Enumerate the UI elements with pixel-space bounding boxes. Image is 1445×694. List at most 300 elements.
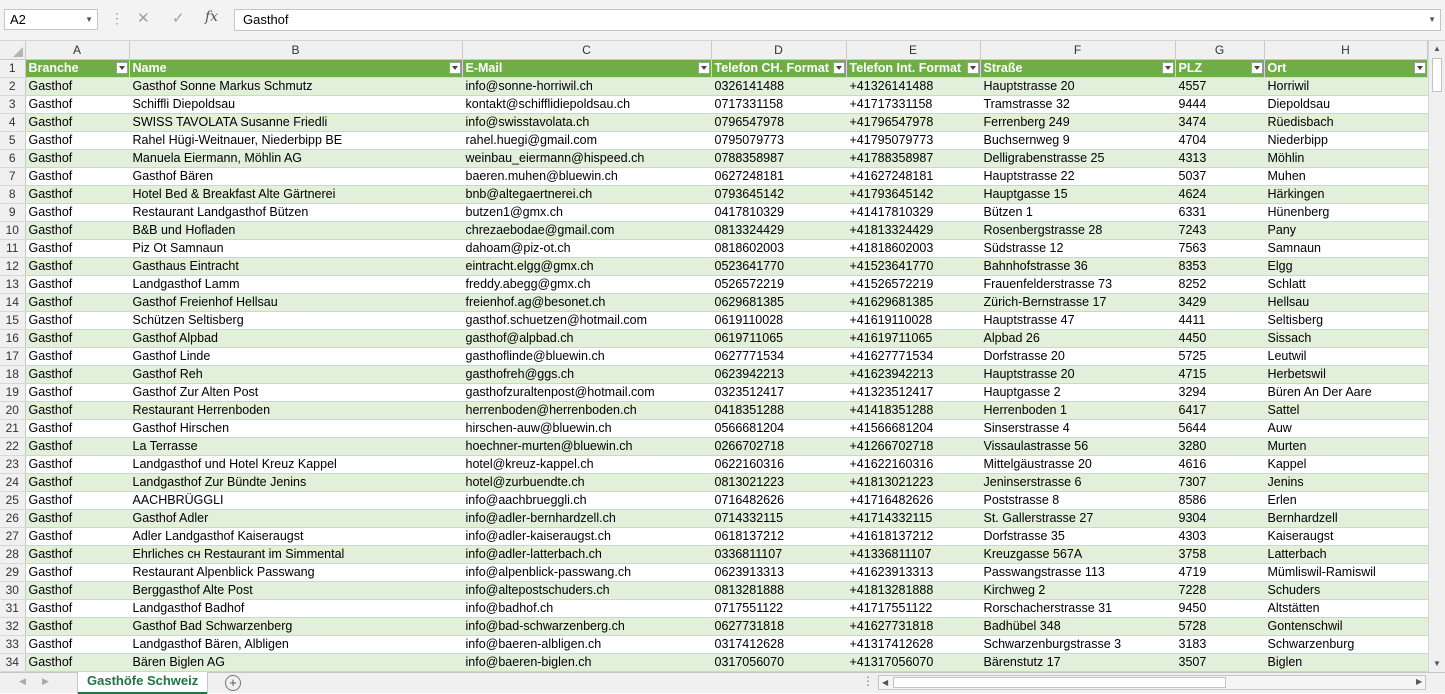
table-header-cell[interactable] — [129, 59, 462, 77]
table-cell[interactable]: 5728 — [1175, 617, 1264, 635]
table-cell[interactable]: 4313 — [1175, 149, 1264, 167]
row-header[interactable]: 8 — [0, 185, 25, 203]
table-cell[interactable]: +41323512417 — [846, 383, 980, 401]
tab-split-grip-icon[interactable]: ⋮ — [862, 674, 874, 688]
table-cell[interactable]: Leutwil — [1264, 347, 1427, 365]
table-cell[interactable]: SWISS TAVOLATA Susanne Friedli — [129, 113, 462, 131]
table-cell[interactable]: Gasthof — [25, 365, 129, 383]
row-header[interactable]: 29 — [0, 563, 25, 581]
table-cell[interactable]: Gasthof — [25, 239, 129, 257]
table-cell[interactable]: hotel@zurbuendte.ch — [462, 473, 711, 491]
table-cell[interactable]: info@baeren-biglen.ch — [462, 653, 711, 671]
table-header-cell[interactable] — [711, 59, 846, 77]
expand-formula-icon[interactable]: ▼ — [1428, 15, 1436, 24]
table-cell[interactable]: Bärenstutz 17 — [980, 653, 1175, 671]
table-cell[interactable]: 0619711065 — [711, 329, 846, 347]
table-cell[interactable]: B&B und Hofladen — [129, 221, 462, 239]
table-cell[interactable]: Gasthof — [25, 167, 129, 185]
table-cell[interactable]: Passwangstrasse 113 — [980, 563, 1175, 581]
table-header-cell[interactable] — [846, 59, 980, 77]
formula-bar-grip-icon[interactable]: ⋮ — [110, 10, 124, 26]
table-cell[interactable]: Alpbad 26 — [980, 329, 1175, 347]
table-cell[interactable]: Latterbach — [1264, 545, 1427, 563]
table-cell[interactable]: Gasthof — [25, 491, 129, 509]
table-cell[interactable]: 4719 — [1175, 563, 1264, 581]
table-cell[interactable]: 0627731818 — [711, 617, 846, 635]
column-header[interactable]: F — [980, 41, 1175, 59]
table-cell[interactable]: Frauenfelderstrasse 73 — [980, 275, 1175, 293]
table-cell[interactable]: info@bad-schwarzenberg.ch — [462, 617, 711, 635]
table-cell[interactable]: 3429 — [1175, 293, 1264, 311]
table-cell[interactable]: 4557 — [1175, 77, 1264, 95]
table-cell[interactable]: 0788358987 — [711, 149, 846, 167]
table-cell[interactable]: Gasthof Linde — [129, 347, 462, 365]
formula-input[interactable] — [234, 9, 1441, 31]
table-cell[interactable]: +41619711065 — [846, 329, 980, 347]
table-cell[interactable]: 0793645142 — [711, 185, 846, 203]
table-cell[interactable]: Biglen — [1264, 653, 1427, 671]
table-cell[interactable]: Pany — [1264, 221, 1427, 239]
table-cell[interactable]: 9444 — [1175, 95, 1264, 113]
table-cell[interactable]: Gasthof — [25, 185, 129, 203]
table-cell[interactable]: Jeninserstrasse 6 — [980, 473, 1175, 491]
column-header[interactable]: A — [25, 41, 129, 59]
table-cell[interactable]: 0619110028 — [711, 311, 846, 329]
row-header[interactable]: 31 — [0, 599, 25, 617]
table-cell[interactable]: 4303 — [1175, 527, 1264, 545]
table-cell[interactable]: Mümliswil-Ramiswil — [1264, 563, 1427, 581]
table-cell[interactable]: Schiffli Diepoldsau — [129, 95, 462, 113]
filter-dropdown-icon[interactable] — [1251, 62, 1263, 74]
filter-dropdown-icon[interactable] — [833, 62, 845, 74]
row-header[interactable]: 25 — [0, 491, 25, 509]
row-header[interactable]: 32 — [0, 617, 25, 635]
table-cell[interactable]: +41629681385 — [846, 293, 980, 311]
table-cell[interactable]: 0627248181 — [711, 167, 846, 185]
table-cell[interactable]: Sissach — [1264, 329, 1427, 347]
row-header[interactable]: 26 — [0, 509, 25, 527]
table-cell[interactable]: Schlatt — [1264, 275, 1427, 293]
row-header[interactable]: 18 — [0, 365, 25, 383]
table-cell[interactable]: Südstrasse 12 — [980, 239, 1175, 257]
table-cell[interactable]: gasthof.schuetzen@hotmail.com — [462, 311, 711, 329]
table-cell[interactable]: 0813324429 — [711, 221, 846, 239]
table-cell[interactable]: Gasthof — [25, 383, 129, 401]
table-cell[interactable]: Gasthof Alpbad — [129, 329, 462, 347]
table-cell[interactable]: +41418351288 — [846, 401, 980, 419]
table-cell[interactable]: 0717551122 — [711, 599, 846, 617]
table-cell[interactable]: freienhof.ag@besonet.ch — [462, 293, 711, 311]
table-cell[interactable]: 5644 — [1175, 419, 1264, 437]
table-cell[interactable]: Rorschacherstrasse 31 — [980, 599, 1175, 617]
table-cell[interactable]: hotel@kreuz-kappel.ch — [462, 455, 711, 473]
table-cell[interactable]: Restaurant Landgasthof Bützen — [129, 203, 462, 221]
table-cell[interactable]: Muhen — [1264, 167, 1427, 185]
table-cell[interactable]: Gasthof Bad Schwarzenberg — [129, 617, 462, 635]
filter-dropdown-icon[interactable] — [698, 62, 710, 74]
prev-sheet-icon[interactable]: ◀ — [19, 676, 26, 686]
table-cell[interactable]: Gasthof Zur Alten Post — [129, 383, 462, 401]
horizontal-scroll-thumb[interactable] — [893, 677, 1226, 688]
row-header[interactable]: 24 — [0, 473, 25, 491]
row-header[interactable]: 4 — [0, 113, 25, 131]
table-cell[interactable]: Hünenberg — [1264, 203, 1427, 221]
scroll-up-icon[interactable]: ▲ — [1433, 44, 1441, 53]
table-cell[interactable]: 0795079773 — [711, 131, 846, 149]
table-cell[interactable]: Altstätten — [1264, 599, 1427, 617]
table-cell[interactable]: Gasthof — [25, 131, 129, 149]
row-header[interactable]: 33 — [0, 635, 25, 653]
table-cell[interactable]: Bützen 1 — [980, 203, 1175, 221]
select-all-button[interactable] — [0, 41, 25, 59]
table-cell[interactable]: AACHBRÜGGLI — [129, 491, 462, 509]
table-cell[interactable]: Gasthof — [25, 275, 129, 293]
table-cell[interactable]: Gasthof — [25, 221, 129, 239]
column-header[interactable]: G — [1175, 41, 1264, 59]
table-cell[interactable]: 4616 — [1175, 455, 1264, 473]
table-cell[interactable]: bnb@altegaertnerei.ch — [462, 185, 711, 203]
table-cell[interactable]: +41717331158 — [846, 95, 980, 113]
column-header[interactable]: E — [846, 41, 980, 59]
vertical-scroll-thumb[interactable] — [1432, 58, 1442, 92]
table-header-cell[interactable] — [25, 59, 129, 77]
table-cell[interactable]: +41526572219 — [846, 275, 980, 293]
table-cell[interactable]: Murten — [1264, 437, 1427, 455]
table-cell[interactable]: Gasthof Bären — [129, 167, 462, 185]
table-cell[interactable]: 0326141488 — [711, 77, 846, 95]
table-cell[interactable]: Rahel Hügi-Weitnauer, Niederbipp BE — [129, 131, 462, 149]
table-header-cell[interactable] — [1175, 59, 1264, 77]
table-cell[interactable]: +41523641770 — [846, 257, 980, 275]
table-cell[interactable]: 7243 — [1175, 221, 1264, 239]
table-cell[interactable]: Gasthof — [25, 419, 129, 437]
table-cell[interactable]: Schwarzenburgstrasse 3 — [980, 635, 1175, 653]
table-cell[interactable]: 0266702718 — [711, 437, 846, 455]
table-cell[interactable]: La Terrasse — [129, 437, 462, 455]
table-cell[interactable]: Hauptstrasse 47 — [980, 311, 1175, 329]
table-cell[interactable]: +41623913313 — [846, 563, 980, 581]
table-cell[interactable]: 0566681204 — [711, 419, 846, 437]
table-cell[interactable]: Zürich-Bernstrasse 17 — [980, 293, 1175, 311]
table-cell[interactable]: Gasthof — [25, 437, 129, 455]
table-cell[interactable]: Härkingen — [1264, 185, 1427, 203]
table-cell[interactable]: Herbetswil — [1264, 365, 1427, 383]
next-sheet-icon[interactable]: ▶ — [42, 676, 49, 686]
table-cell[interactable]: Gasthof — [25, 455, 129, 473]
column-header[interactable]: C — [462, 41, 711, 59]
row-header[interactable]: 23 — [0, 455, 25, 473]
column-header[interactable]: D — [711, 41, 846, 59]
table-cell[interactable]: +41266702718 — [846, 437, 980, 455]
table-cell[interactable]: 4411 — [1175, 311, 1264, 329]
table-cell[interactable]: info@adler-bernhardzell.ch — [462, 509, 711, 527]
table-cell[interactable]: gasthofzuraltenpost@hotmail.com — [462, 383, 711, 401]
table-cell[interactable]: Gasthof — [25, 203, 129, 221]
column-header[interactable]: H — [1264, 41, 1427, 59]
filter-dropdown-icon[interactable] — [449, 62, 461, 74]
table-cell[interactable]: 0813021223 — [711, 473, 846, 491]
table-cell[interactable]: chrezaebodae@gmail.com — [462, 221, 711, 239]
table-cell[interactable]: 3183 — [1175, 635, 1264, 653]
table-cell[interactable]: info@badhof.ch — [462, 599, 711, 617]
table-cell[interactable]: Gasthof — [25, 293, 129, 311]
table-cell[interactable]: 6417 — [1175, 401, 1264, 419]
table-cell[interactable]: St. Gallerstrasse 27 — [980, 509, 1175, 527]
table-cell[interactable]: Herrenboden 1 — [980, 401, 1175, 419]
table-cell[interactable]: baeren.muhen@bluewin.ch — [462, 167, 711, 185]
table-cell[interactable]: info@sonne-horriwil.ch — [462, 77, 711, 95]
table-cell[interactable]: Samnaun — [1264, 239, 1427, 257]
table-cell[interactable]: 3280 — [1175, 437, 1264, 455]
row-header[interactable]: 13 — [0, 275, 25, 293]
table-cell[interactable]: eintracht.elgg@gmx.ch — [462, 257, 711, 275]
table-cell[interactable]: Bären Biglen AG — [129, 653, 462, 671]
table-cell[interactable]: Rosenbergstrasse 28 — [980, 221, 1175, 239]
table-cell[interactable]: Dorfstrasse 35 — [980, 527, 1175, 545]
table-cell[interactable]: 0418351288 — [711, 401, 846, 419]
table-cell[interactable]: gasthoflinde@bluewin.ch — [462, 347, 711, 365]
table-cell[interactable]: Bernhardzell — [1264, 509, 1427, 527]
table-cell[interactable]: Gasthof — [25, 257, 129, 275]
table-cell[interactable]: Hauptgasse 2 — [980, 383, 1175, 401]
row-header[interactable]: 22 — [0, 437, 25, 455]
table-cell[interactable]: +41714332115 — [846, 509, 980, 527]
table-header-cell[interactable] — [980, 59, 1175, 77]
filter-dropdown-icon[interactable] — [1162, 62, 1174, 74]
table-cell[interactable]: Gasthof — [25, 617, 129, 635]
table-cell[interactable]: Sinserstrasse 4 — [980, 419, 1175, 437]
table-cell[interactable]: +41716482626 — [846, 491, 980, 509]
table-cell[interactable]: 4704 — [1175, 131, 1264, 149]
table-cell[interactable]: Gasthof — [25, 77, 129, 95]
table-cell[interactable]: Gasthof Reh — [129, 365, 462, 383]
table-cell[interactable]: 4715 — [1175, 365, 1264, 383]
table-cell[interactable]: Gasthof — [25, 347, 129, 365]
row-header[interactable]: 30 — [0, 581, 25, 599]
table-cell[interactable]: 0523641770 — [711, 257, 846, 275]
table-cell[interactable]: info@swisstavolata.ch — [462, 113, 711, 131]
table-cell[interactable]: Kreuzgasse 567A — [980, 545, 1175, 563]
row-header[interactable]: 5 — [0, 131, 25, 149]
table-cell[interactable]: kontakt@schifflidiepoldsau.ch — [462, 95, 711, 113]
table-cell[interactable]: Gasthaus Eintracht — [129, 257, 462, 275]
table-cell[interactable]: +41326141488 — [846, 77, 980, 95]
table-cell[interactable]: +41818602003 — [846, 239, 980, 257]
table-cell[interactable]: Berggasthof Alte Post — [129, 581, 462, 599]
table-cell[interactable]: Gasthof — [25, 473, 129, 491]
table-cell[interactable]: Hauptstrasse 20 — [980, 77, 1175, 95]
table-cell[interactable]: Hauptstrasse 22 — [980, 167, 1175, 185]
table-cell[interactable]: info@adler-kaiseraugst.ch — [462, 527, 711, 545]
table-cell[interactable]: +41618137212 — [846, 527, 980, 545]
table-cell[interactable]: Gasthof — [25, 599, 129, 617]
table-cell[interactable]: Jenins — [1264, 473, 1427, 491]
table-cell[interactable]: Gasthof — [25, 401, 129, 419]
table-cell[interactable]: Gasthof — [25, 527, 129, 545]
insert-function-button[interactable]: fx — [205, 9, 219, 25]
table-cell[interactable]: 9304 — [1175, 509, 1264, 527]
table-cell[interactable]: 4624 — [1175, 185, 1264, 203]
table-cell[interactable]: Dorfstrasse 20 — [980, 347, 1175, 365]
table-cell[interactable]: +41788358987 — [846, 149, 980, 167]
table-cell[interactable]: Kappel — [1264, 455, 1427, 473]
table-cell[interactable]: 7228 — [1175, 581, 1264, 599]
row-header[interactable]: 34 — [0, 653, 25, 671]
table-cell[interactable]: Niederbipp — [1264, 131, 1427, 149]
table-cell[interactable]: Gasthof — [25, 509, 129, 527]
table-cell[interactable]: +41627771534 — [846, 347, 980, 365]
table-cell[interactable]: info@alpenblick-passwang.ch — [462, 563, 711, 581]
table-cell[interactable]: Kirchweg 2 — [980, 581, 1175, 599]
table-cell[interactable]: 0317412628 — [711, 635, 846, 653]
table-cell[interactable]: Hauptstrasse 20 — [980, 365, 1175, 383]
table-cell[interactable]: info@baeren-albligen.ch — [462, 635, 711, 653]
scroll-left-icon[interactable]: ◀ — [882, 678, 889, 687]
table-cell[interactable]: Hauptgasse 15 — [980, 185, 1175, 203]
table-cell[interactable]: Mittelgäustrasse 20 — [980, 455, 1175, 473]
add-sheet-button[interactable]: + — [225, 675, 241, 691]
table-cell[interactable]: Gasthof Freienhof Hellsau — [129, 293, 462, 311]
table-cell[interactable]: Tramstrasse 32 — [980, 95, 1175, 113]
table-cell[interactable]: Gasthof — [25, 311, 129, 329]
table-cell[interactable]: gasthof@alpbad.ch — [462, 329, 711, 347]
table-cell[interactable]: 3294 — [1175, 383, 1264, 401]
table-cell[interactable]: Badhübel 348 — [980, 617, 1175, 635]
table-cell[interactable]: rahel.huegi@gmail.com — [462, 131, 711, 149]
table-cell[interactable]: 0716482626 — [711, 491, 846, 509]
table-cell[interactable]: 6331 — [1175, 203, 1264, 221]
table-cell[interactable]: +41627248181 — [846, 167, 980, 185]
table-cell[interactable]: weinbau_eiermann@hispeed.ch — [462, 149, 711, 167]
table-cell[interactable]: +41813021223 — [846, 473, 980, 491]
name-box[interactable] — [4, 9, 98, 30]
row-header[interactable]: 20 — [0, 401, 25, 419]
table-cell[interactable]: 0323512417 — [711, 383, 846, 401]
table-cell[interactable]: +41795079773 — [846, 131, 980, 149]
table-cell[interactable]: 0627771534 — [711, 347, 846, 365]
table-cell[interactable]: Landgasthof Bären, Albligen — [129, 635, 462, 653]
table-cell[interactable]: Ferrenberg 249 — [980, 113, 1175, 131]
row-header[interactable]: 10 — [0, 221, 25, 239]
table-cell[interactable]: +41813281888 — [846, 581, 980, 599]
table-cell[interactable]: Gasthof — [25, 581, 129, 599]
check-icon[interactable]: ✓ — [172, 10, 185, 27]
table-cell[interactable]: +41622160316 — [846, 455, 980, 473]
table-cell[interactable]: butzen1@gmx.ch — [462, 203, 711, 221]
table-cell[interactable]: info@aachbrueggli.ch — [462, 491, 711, 509]
table-cell[interactable]: Seltisberg — [1264, 311, 1427, 329]
table-cell[interactable]: Gasthof Sonne Markus Schmutz — [129, 77, 462, 95]
table-cell[interactable]: Bahnhofstrasse 36 — [980, 257, 1175, 275]
table-cell[interactable]: Rüedisbach — [1264, 113, 1427, 131]
row-header[interactable]: 3 — [0, 95, 25, 113]
row-header[interactable]: 12 — [0, 257, 25, 275]
table-cell[interactable]: +41623942213 — [846, 365, 980, 383]
table-cell[interactable]: Auw — [1264, 419, 1427, 437]
row-header[interactable]: 21 — [0, 419, 25, 437]
table-cell[interactable]: 0818602003 — [711, 239, 846, 257]
table-cell[interactable]: 9450 — [1175, 599, 1264, 617]
table-cell[interactable]: 8252 — [1175, 275, 1264, 293]
table-cell[interactable]: freddy.abegg@gmx.ch — [462, 275, 711, 293]
table-cell[interactable]: 7563 — [1175, 239, 1264, 257]
table-cell[interactable]: +41796547978 — [846, 113, 980, 131]
table-cell[interactable]: 0417810329 — [711, 203, 846, 221]
row-header[interactable]: 7 — [0, 167, 25, 185]
table-cell[interactable]: herrenboden@herrenboden.ch — [462, 401, 711, 419]
row-header[interactable]: 14 — [0, 293, 25, 311]
table-cell[interactable]: +41336811107 — [846, 545, 980, 563]
sheet-tab-active[interactable]: Gasthöfe Schweiz — [78, 672, 207, 694]
table-cell[interactable]: hoechner-murten@bluewin.ch — [462, 437, 711, 455]
table-cell[interactable]: Diepoldsau — [1264, 95, 1427, 113]
table-cell[interactable]: hirschen-auw@bluewin.ch — [462, 419, 711, 437]
table-cell[interactable]: Gasthof — [25, 149, 129, 167]
table-cell[interactable]: info@adler-latterbach.ch — [462, 545, 711, 563]
table-cell[interactable]: gasthofreh@ggs.ch — [462, 365, 711, 383]
row-header[interactable]: 16 — [0, 329, 25, 347]
table-cell[interactable]: Piz Ot Samnaun — [129, 239, 462, 257]
table-header-cell[interactable] — [462, 59, 711, 77]
table-cell[interactable]: Gasthof Adler — [129, 509, 462, 527]
table-cell[interactable]: 0622160316 — [711, 455, 846, 473]
table-cell[interactable]: Gasthof — [25, 653, 129, 671]
filter-dropdown-icon[interactable] — [1414, 62, 1426, 74]
table-cell[interactable]: Erlen — [1264, 491, 1427, 509]
table-cell[interactable]: Landgasthof Zur Bündte Jenins — [129, 473, 462, 491]
table-cell[interactable]: 0623942213 — [711, 365, 846, 383]
table-cell[interactable]: Hotel Bed & Breakfast Alte Gärtnerei — [129, 185, 462, 203]
table-cell[interactable]: Sattel — [1264, 401, 1427, 419]
table-cell[interactable]: info@altepostschuders.ch — [462, 581, 711, 599]
table-cell[interactable]: Delligrabenstrasse 25 — [980, 149, 1175, 167]
table-cell[interactable]: Gasthof — [25, 113, 129, 131]
table-cell[interactable]: Gasthof Hirschen — [129, 419, 462, 437]
table-cell[interactable]: Elgg — [1264, 257, 1427, 275]
row-header[interactable]: 1 — [0, 59, 25, 77]
table-cell[interactable]: 0623913313 — [711, 563, 846, 581]
row-header[interactable]: 15 — [0, 311, 25, 329]
row-header[interactable]: 2 — [0, 77, 25, 95]
table-cell[interactable]: Schützen Seltisberg — [129, 311, 462, 329]
table-cell[interactable]: 0629681385 — [711, 293, 846, 311]
table-cell[interactable]: 5037 — [1175, 167, 1264, 185]
chevron-down-icon[interactable]: ▼ — [85, 15, 93, 24]
table-cell[interactable]: 0714332115 — [711, 509, 846, 527]
cancel-icon[interactable]: ✕ — [137, 10, 150, 27]
column-header[interactable]: B — [129, 41, 462, 59]
table-cell[interactable]: 7307 — [1175, 473, 1264, 491]
table-cell[interactable]: Gasthof — [25, 545, 129, 563]
vertical-scrollbar[interactable] — [1428, 41, 1445, 672]
table-cell[interactable]: 8353 — [1175, 257, 1264, 275]
table-cell[interactable]: Büren An Der Aare — [1264, 383, 1427, 401]
row-header[interactable]: 19 — [0, 383, 25, 401]
table-cell[interactable]: Ehrliches ᴄʜ Restaurant im Simmental — [129, 545, 462, 563]
table-cell[interactable]: Schuders — [1264, 581, 1427, 599]
table-cell[interactable]: dahoam@piz-ot.ch — [462, 239, 711, 257]
row-header[interactable]: 27 — [0, 527, 25, 545]
table-cell[interactable]: 3474 — [1175, 113, 1264, 131]
table-cell[interactable]: Gontenschwil — [1264, 617, 1427, 635]
table-cell[interactable]: 0796547978 — [711, 113, 846, 131]
table-cell[interactable]: +41793645142 — [846, 185, 980, 203]
table-cell[interactable]: Landgasthof Badhof — [129, 599, 462, 617]
table-cell[interactable]: +41417810329 — [846, 203, 980, 221]
row-header[interactable]: 9 — [0, 203, 25, 221]
table-cell[interactable]: Schwarzenburg — [1264, 635, 1427, 653]
table-cell[interactable]: 4450 — [1175, 329, 1264, 347]
